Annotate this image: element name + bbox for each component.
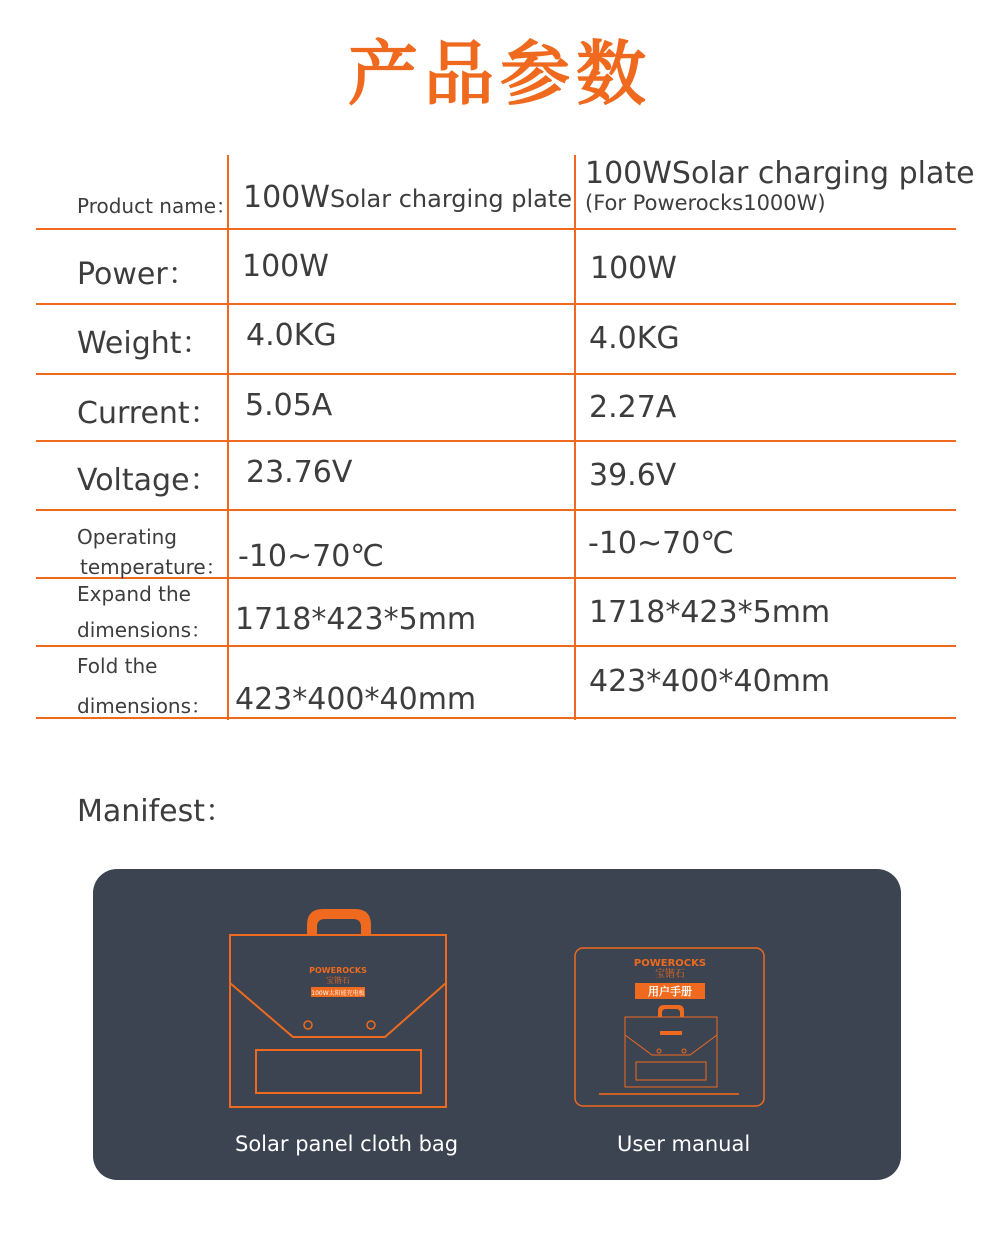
manual-brand-cn-text: 宝锴石 bbox=[655, 969, 685, 980]
label-power: Power： bbox=[77, 257, 198, 292]
value-expand-2: 1718*423*5mm bbox=[589, 595, 831, 630]
brand-text: POWEROCKS bbox=[309, 966, 367, 975]
value-temp-2: -10~70℃ bbox=[588, 526, 735, 561]
value-product-name-2-sub: (For Powerocks1000W) bbox=[585, 191, 826, 215]
value-fold-2: 423*400*40mm bbox=[589, 664, 831, 699]
label-operating-temp-line2: temperature： bbox=[80, 555, 226, 579]
value-current-1: 5.05A bbox=[245, 388, 333, 423]
tag-text: 100W太阳能充电板 bbox=[311, 990, 365, 997]
value-power-2: 100W bbox=[590, 251, 677, 286]
value-current-2: 2.27A bbox=[589, 390, 677, 425]
manifest-heading: Manifest： bbox=[77, 794, 236, 829]
manual-tag-text: 用户手册 bbox=[648, 985, 692, 998]
value-product-name-2: 100WSolar charging plate bbox=[585, 156, 975, 191]
brand-cn-text: 宝锴石 bbox=[326, 976, 350, 985]
table-divider bbox=[574, 155, 576, 720]
label-fold-line1: Fold the bbox=[77, 654, 158, 678]
label-operating-temp-line1: Operating bbox=[77, 525, 177, 549]
value-weight-1: 4.0KG bbox=[246, 318, 337, 353]
user-manual-icon bbox=[574, 947, 766, 1109]
value-power-1: 100W bbox=[242, 249, 329, 284]
value-expand-1: 1718*423*5mm bbox=[235, 602, 477, 637]
label-weight: Weight： bbox=[77, 326, 212, 361]
label-expand-line2: dimensions： bbox=[77, 618, 212, 642]
row-line bbox=[36, 645, 956, 647]
row-line bbox=[36, 228, 956, 230]
value-voltage-1: 23.76V bbox=[246, 455, 353, 490]
table-divider bbox=[227, 155, 229, 720]
value-temp-1: -10~70℃ bbox=[238, 539, 385, 574]
label-fold-line2: dimensions： bbox=[77, 694, 212, 718]
caption-cloth-bag: Solar panel cloth bag bbox=[235, 1132, 459, 1156]
manual-brand-text: POWEROCKS bbox=[633, 958, 707, 969]
cloth-bag-icon bbox=[223, 905, 453, 1115]
row-line bbox=[36, 440, 956, 442]
row-line bbox=[36, 303, 956, 305]
manifest-panel bbox=[93, 869, 901, 1180]
value-text: 100W bbox=[243, 180, 330, 215]
label-expand-line1: Expand the bbox=[77, 582, 191, 606]
value-text: Solar charging plate bbox=[329, 185, 573, 213]
value-voltage-2: 39.6V bbox=[589, 458, 677, 493]
value-product-name-1 bbox=[243, 180, 572, 215]
label-voltage: Voltage： bbox=[77, 463, 220, 498]
caption-user-manual: User manual bbox=[617, 1132, 751, 1156]
value-weight-2: 4.0KG bbox=[589, 321, 680, 356]
value-fold-1: 423*400*40mm bbox=[235, 682, 477, 717]
row-line bbox=[36, 373, 956, 375]
label-product-name: Product name： bbox=[77, 194, 237, 218]
page-title: 产品参数 bbox=[348, 33, 652, 115]
row-line bbox=[36, 509, 956, 511]
label-current: Current： bbox=[77, 396, 220, 431]
